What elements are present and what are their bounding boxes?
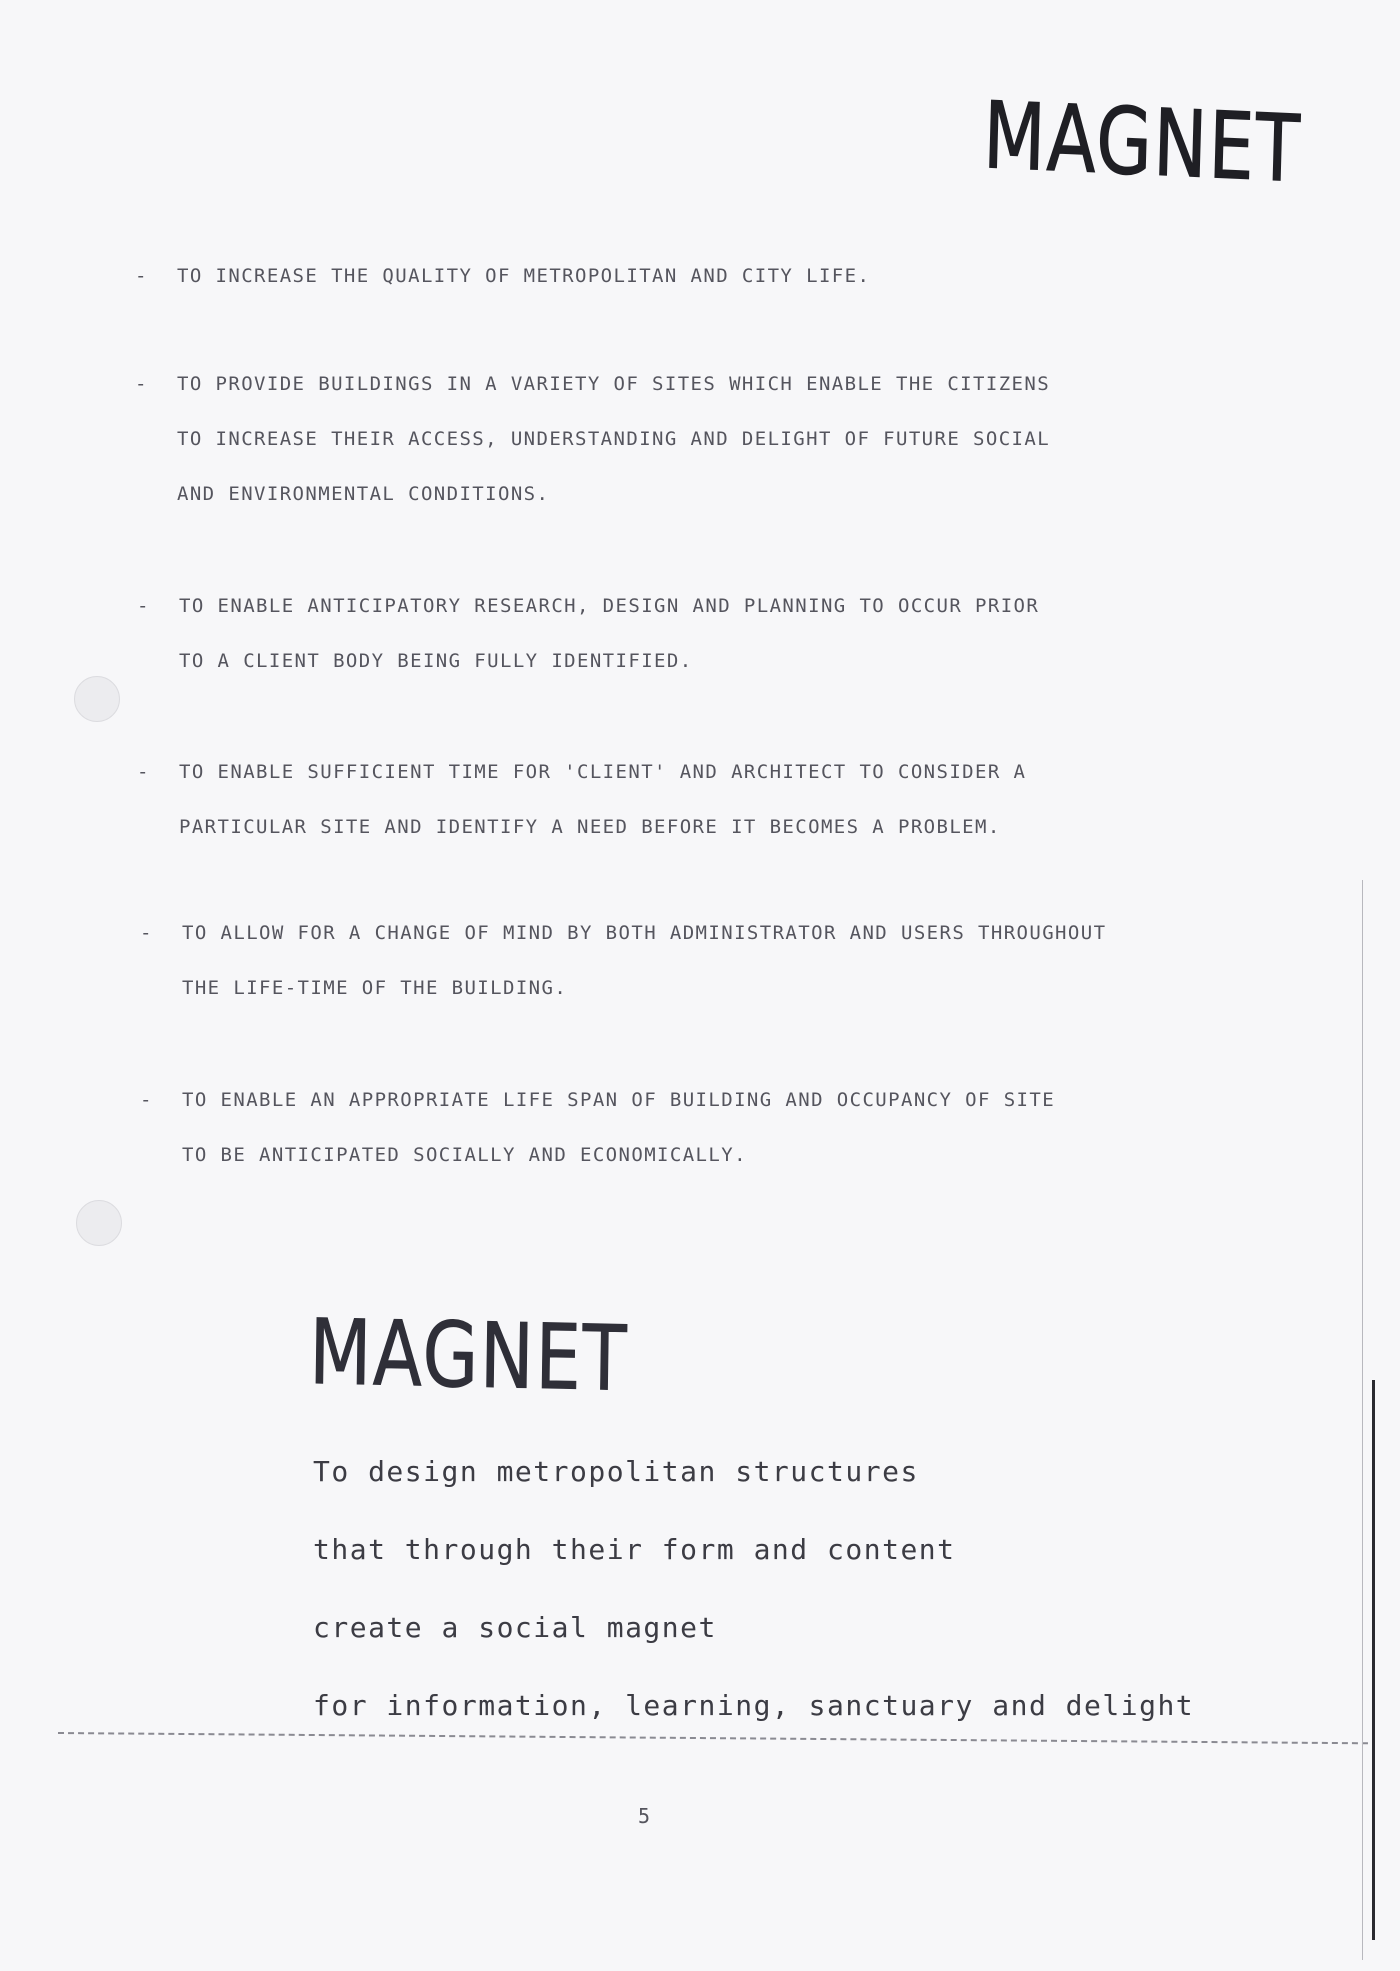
bullet-dash: - xyxy=(135,265,148,287)
objective-line: THE LIFE-TIME OF THE BUILDING. xyxy=(182,977,568,999)
bullet-dash: - xyxy=(137,595,150,617)
page-number: 5 xyxy=(638,1804,651,1828)
objective-line: PARTICULAR SITE AND IDENTIFY A NEED BEFORE IT BECOMES A PROBLEM. xyxy=(179,816,1001,838)
mission-line: that through their form and content xyxy=(313,1533,956,1566)
punch-hole-upper xyxy=(74,676,120,722)
objective-line: TO BE ANTICIPATED SOCIALLY AND ECONOMICALLY. xyxy=(182,1144,747,1166)
mission-line: for information, learning, sanctuary and delight xyxy=(313,1689,1195,1722)
objective-line: TO PROVIDE BUILDINGS IN A VARIETY OF SITES WHICH ENABLE THE CITIZENS xyxy=(177,373,1051,395)
objective-line: TO A CLIENT BODY BEING FULLY IDENTIFIED. xyxy=(179,650,693,672)
objective-line: TO ENABLE AN APPROPRIATE LIFE SPAN OF BUILDING AND OCCUPANCY OF SITE xyxy=(182,1089,1056,1111)
objective-line: TO INCREASE THE QUALITY OF METROPOLITAN AND CITY LIFE. xyxy=(177,265,871,287)
mission-statement xyxy=(313,1455,1194,1767)
paper-edge-shadow xyxy=(1362,880,1363,1960)
magnet-stamp-mission: MAGNET xyxy=(308,1300,629,1412)
bullet-dash: - xyxy=(140,1089,153,1111)
objective-text xyxy=(177,265,870,320)
objective-line: TO ENABLE SUFFICIENT TIME FOR 'CLIENT' AND ARCHITECT TO CONSIDER A xyxy=(179,761,1027,783)
objective-line: TO INCREASE THEIR ACCESS, UNDERSTANDING AND DELIGHT OF FUTURE SOCIAL xyxy=(177,428,1051,450)
magnet-stamp-header: MAGNET xyxy=(982,82,1303,204)
objective-text xyxy=(182,922,1106,1032)
objective-text xyxy=(177,373,1050,538)
objective-line: TO ENABLE ANTICIPATORY RESEARCH, DESIGN AND PLANNING TO OCCUR PRIOR xyxy=(179,595,1040,617)
bullet-dash: - xyxy=(137,761,150,783)
mission-line: create a social magnet xyxy=(313,1611,717,1644)
bullet-dash: - xyxy=(140,922,153,944)
punch-hole-lower xyxy=(76,1200,122,1246)
paper-edge-line xyxy=(1372,1380,1375,1940)
objective-text xyxy=(179,595,1039,705)
objective-text xyxy=(182,1089,1055,1199)
objective-text xyxy=(179,761,1026,871)
bullet-dash: - xyxy=(135,373,148,395)
mission-line: To design metropolitan structures xyxy=(313,1455,919,1488)
objective-line: AND ENVIRONMENTAL CONDITIONS. xyxy=(177,483,550,505)
objective-line: TO ALLOW FOR A CHANGE OF MIND BY BOTH ADMINISTRATOR AND USERS THROUGHOUT xyxy=(182,922,1107,944)
